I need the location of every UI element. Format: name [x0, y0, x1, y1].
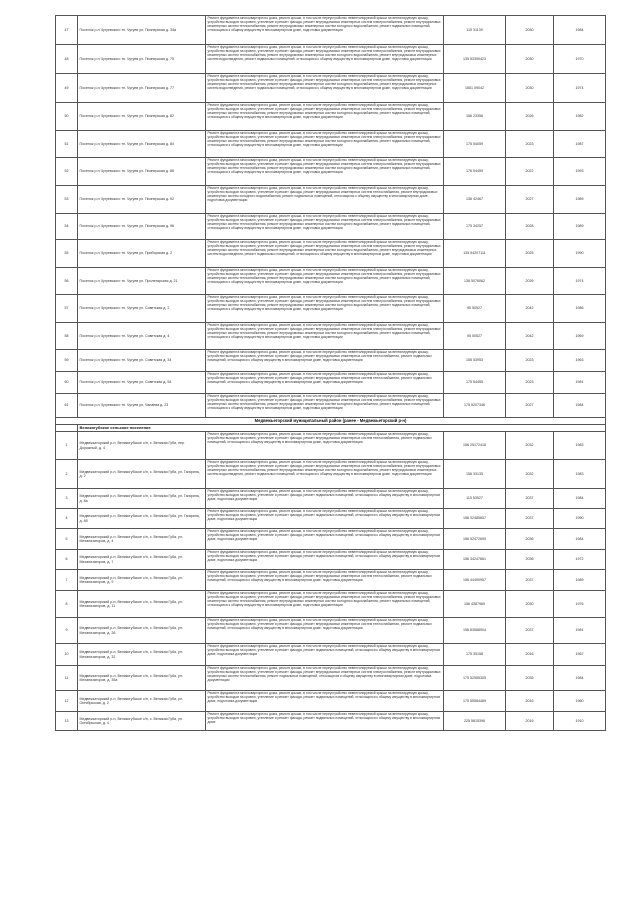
cost-cell: 175 35158	[444, 644, 506, 666]
table-row	[56, 103, 606, 131]
cost-cell: 156 33135	[444, 460, 506, 489]
settlement-num-cell	[56, 425, 78, 432]
settlement-title: Великогубское сельское поселение	[78, 425, 606, 432]
planned-year-cell: 2037	[506, 618, 554, 644]
planned-year-cell: 2027	[506, 394, 554, 418]
cost-cell: 156 32485857	[444, 509, 506, 529]
cost-cell: 175 34257	[444, 214, 506, 240]
table-row	[56, 295, 606, 323]
planned-year-cell: 2032	[506, 432, 554, 460]
works-description-cell: Ремонт фундамента многоквартирного дома, ремонт крыши, в том числе переустройство невентилируемой крыши на вентилируемую крышу, устройство выходов на кровлю, утепление и ремонт фасада, ремонт внутридомовых инженерных систем электроснабжения, ремонт внутридомовых инженерных систем теплоснабжения, ремонт внутридомовых инженерных систем холодного водоснабжения, ремонт подвальных помещений, относящихся к общему имуществу в многоквартирном доме, подготовка документации	[206, 591, 444, 618]
works-description-cell: Ремонт фундамента многоквартирного дома, ремонт крыши, в том числе переустройство невентилируемой крыши на вентилируемую крышу, устройство выходов на кровлю, утепление и ремонт фасада, ремонт подвальных помещений, относящихся к общему имуществу в многоквартирном доме	[206, 712, 444, 731]
address-cell: Поселок р-н Чугуевского тп. Чугуев ул. Пионерская д. 77	[78, 74, 206, 103]
table-row	[56, 712, 606, 731]
cost-cell: 135 54207111	[444, 240, 506, 268]
planned-year-cell: 2023	[506, 131, 554, 158]
works-description-cell: Ремонт фундамента многоквартирного дома, ремонт крыши, в том числе переустройство невентилируемой крыши на вентилируемую крышу, устройство выходов на кровлю, утепление и ремонт фасада, ремонт внутридомовых инженерных систем электроснабжения, ремонт внутридомовых инженерных систем теплоснабжения, ремонт внутридомовых инженерных систем холодного водоснабжения, ремонт подвальных помещений, относящихся к общему имуществу в многоквартирном доме, подготовка документации	[206, 214, 444, 240]
planned-year-cell: 2022	[506, 158, 554, 186]
planned-year-cell: 2036	[506, 529, 554, 550]
planned-year-cell: 2030	[506, 74, 554, 103]
address-cell: Медвежьегорский р-н, Великогубское с/п, с. Великая Губа, ул. Механизаторов, д. 11	[78, 591, 206, 618]
row-number: 60	[56, 372, 78, 394]
row-number: 58	[56, 323, 78, 350]
row-number: 3	[56, 489, 78, 509]
works-description-cell: Ремонт фундамента многоквартирного дома, ремонт крыши, в том числе переустройство невентилируемой крыши на вентилируемую крышу, устройство выходов на кровлю, утепление и ремонт фасада, ремонт внутридомовых инженерных систем теплоснабжения, ремонт подвальных помещений, относящихся к общему имуществу в многоквартирном доме, подготовка документации	[206, 372, 444, 394]
build-year-cell: 1976	[554, 591, 606, 618]
row-number: 8	[56, 591, 78, 618]
address-cell: Поселок р-н Чугуевского тп. Чугуев ул. Пролетарская д. 21	[78, 268, 206, 295]
row-number: 52	[56, 158, 78, 186]
table-row	[56, 323, 606, 350]
address-cell: Поселок р-н Чугуевского тп. Чугуев ул. Чапаева д. 23	[78, 394, 206, 418]
table-section-a	[56, 16, 606, 418]
works-description-cell: Ремонт фундамента многоквартирного дома, ремонт крыши, в том числе переустройство невентилируемой крыши на вентилируемую крышу, устройство выходов на кровлю, утепление и ремонт фасада, ремонт подвальных помещений, относящихся к общему имуществу в многоквартирном доме, подготовка документации	[206, 489, 444, 509]
planned-year-cell: 2016	[506, 691, 554, 712]
planned-year-cell: 2016	[506, 712, 554, 731]
address-cell: Медвежьегорский р-н, Великогубское с/п, с. Великая Губа, пер. Дорожный, д. 4	[78, 432, 206, 460]
table-row	[56, 240, 606, 268]
works-description-cell: Ремонт фундамента многоквартирного дома, ремонт крыши, в том числе переустройство невентилируемой крыши на вентилируемую крышу, устройство выходов на кровлю, утепление и ремонт фасада, ремонт внутридомовых инженерных систем электроснабжения, ремонт внутридомовых инженерных систем теплоснабжения, ремонт внутридомовых инженерных систем холодного водоснабжения, ремонт внутридомовых инженерных систем водоотведения, ремонт подвальных помещений, относящихся к общему имуществу в многоквартирном доме, подготовка документации	[206, 45, 444, 74]
address-cell: Поселок р-н Чугуевского тп. Чугуев ул. Пионерская д. 75	[78, 45, 206, 74]
address-cell: Медвежьегорский р-н, Великогубское с/п, с. Великая Губа, ул. Октябрьская, д. 4	[78, 712, 206, 731]
works-description-cell: Ремонт фундамента многоквартирного дома, ремонт крыши, в том числе переустройство невентилируемой крыши на вентилируемую крышу, устройство выходов на кровлю, утепление и ремонт фасада, ремонт внутридомовых инженерных систем электроснабжения, ремонт внутридомовых инженерных систем теплоснабжения, ремонт внутридомовых инженерных систем холодного водоснабжения, ремонт подвальных помещений, относящихся к общему имуществу в многоквартирном доме, подготовка документации	[206, 158, 444, 186]
works-description-cell: Ремонт фундамента многоквартирного дома, ремонт крыши, в том числе переустройство невентилируемой крыши на вентилируемую крышу, устройство выходов на кровлю, утепление и ремонт фасада, ремонт внутридомовых инженерных систем электроснабжения, ремонт внутридомовых инженерных систем теплоснабжения, ремонт внутридомовых инженерных систем холодного водоснабжения, ремонт подвальных помещений, относящихся к общему имуществу в многоквартирном доме, подготовка документации	[206, 394, 444, 418]
planned-year-cell: 2032	[506, 460, 554, 489]
planned-year-cell: 2036	[506, 550, 554, 570]
row-number: 50	[56, 103, 78, 131]
table-row	[56, 372, 606, 394]
row-number: 9	[56, 618, 78, 644]
row-number: 54	[56, 214, 78, 240]
table-row	[56, 268, 606, 295]
row-number: 13	[56, 712, 78, 731]
build-year-cell: 1974	[554, 74, 606, 103]
works-description-cell: Ремонт фундамента многоквартирного дома, ремонт крыши, в том числе переустройство невентилируемой крыши на вентилируемую крышу, устройство выходов на кровлю, утепление и ремонт фасада, ремонт внутридомовых инженерных систем теплоснабжения, ремонт подвальных помещений, относящихся к общему имуществу в многоквартирном доме, подготовка документации	[206, 350, 444, 372]
table-row	[56, 691, 606, 712]
planned-year-cell: 2030	[506, 591, 554, 618]
planned-year-cell: 2023	[506, 350, 554, 372]
works-description-cell: Ремонт фундамента многоквартирного дома, ремонт крыши, в том числе переустройство невентилируемой крыши на вентилируемую крышу, устройство выходов на кровлю, утепление и ремонт фасада, ремонт внутридомовых инженерных систем теплоснабжения, ремонт подвальных помещений, относящихся к общему имуществу в многоквартирном доме, подготовка документации	[206, 618, 444, 644]
build-year-cell: 1984	[554, 529, 606, 550]
planned-year-cell: 2027	[506, 186, 554, 214]
build-year-cell: 1983	[554, 460, 606, 489]
build-year-cell: 1986	[554, 295, 606, 323]
address-cell: Поселок р-н Чугуевского тп. Чугуев ул. Советская д. 2	[78, 295, 206, 323]
planned-year-cell: 2025	[506, 240, 554, 268]
planned-year-cell: 2026	[506, 103, 554, 131]
build-year-cell: 1967	[554, 644, 606, 666]
build-year-cell: 1990	[554, 240, 606, 268]
table-row	[56, 16, 606, 45]
address-cell: Поселок р-н Чугуевского тп. Чугуев ул. Приборская д. 2	[78, 240, 206, 268]
planned-year-cell: 2023	[506, 372, 554, 394]
settlement-header-row	[56, 425, 606, 432]
cost-cell: 175 54059	[444, 131, 506, 158]
cost-cell: 156 25172418	[444, 432, 506, 460]
cost-cell: 156 52472690	[444, 529, 506, 550]
address-cell: Медвежьегорский р-н, Великогубское с/п, с. Великая Губа, ул. Гагарина, д. 8а	[78, 489, 206, 509]
planned-year-cell: 2035	[506, 666, 554, 691]
cost-cell: 95 50527	[444, 323, 506, 350]
works-description-cell: Ремонт фундамента многоквартирного дома, ремонт крыши, в том числе переустройство невентилируемой крыши на вентилируемую крышу, устройство выходов на кровлю, утепление и ремонт фасада, ремонт подвальных помещений, относящихся к общему имуществу в многоквартирном доме, подготовка документации	[206, 509, 444, 529]
works-description-cell: Ремонт фундамента многоквартирного дома, ремонт крыши, в том числе переустройство невентилируемой крыши на вентилируемую крышу, устройство выходов на кровлю, утепление и ремонт фасада, ремонт внутридомовых инженерных систем теплоснабжения, ремонт внутридомовых инженерных систем холодного водоснабжения, ремонт подвальных помещений, относящихся к общему имуществу в многоквартирном доме, подготовка документации	[206, 186, 444, 214]
cost-cell: 135 53390423	[444, 45, 506, 74]
address-cell: Медвежьегорский р-н, Великогубское с/п, с. Великая Губа, ул. Механизаторов, д. 7	[78, 550, 206, 570]
cost-cell: 176 54459	[444, 158, 506, 186]
row-number: 7	[56, 570, 78, 591]
district-header-section	[56, 418, 606, 432]
works-description-cell: Ремонт фундамента многоквартирного дома, ремонт крыши, в том числе переустройство невентилируемой крыши на вентилируемую крышу, устройство выходов на кровлю, утепление и ремонт фасада, ремонт внутридомовых инженерных систем электроснабжения, ремонт внутридомовых инженерных систем теплоснабжения, ремонт внутридомовых инженерных систем холодного водоснабжения, ремонт внутридомовых инженерных систем водоотведения, ремонт подвальных помещений, относящихся к общему имуществу в многоквартирном доме, подготовка документации	[206, 460, 444, 489]
planned-year-cell: 2030	[506, 45, 554, 74]
build-year-cell: 1984	[554, 489, 606, 509]
address-cell: Поселок р-н Чугуевского тп. Чугуев ул. Пионерская д. 92	[78, 186, 206, 214]
address-cell: Поселок р-н Чугуевского тп. Чугуев ул. Пионерская д. 84	[78, 131, 206, 158]
planned-year-cell: 2016	[506, 644, 554, 666]
table-row	[56, 509, 606, 529]
build-year-cell: 1984	[554, 394, 606, 418]
build-year-cell: 1982	[554, 103, 606, 131]
table-row	[56, 131, 606, 158]
address-cell: Поселок р-н Чугуевского тп. Чугуев ул. Пионерская д. 34а	[78, 16, 206, 45]
build-year-cell: 1984	[554, 666, 606, 691]
build-year-cell: 1989	[554, 186, 606, 214]
build-year-cell: 1981	[554, 618, 606, 644]
planned-year-cell: 2028	[506, 214, 554, 240]
cost-cell: 156 34247661	[444, 550, 506, 570]
district-title: Медвежьегорский муниципальный район (ранее - Медвежьегорский р-н)	[56, 418, 606, 425]
cost-cell: 115 53527	[444, 489, 506, 509]
cost-cell: 175 55584489	[444, 691, 506, 712]
table-row	[56, 186, 606, 214]
works-description-cell: Ремонт фундамента многоквартирного дома, ремонт крыши, в том числе переустройство невентилируемой крыши на вентилируемую крышу, устройство выходов на кровлю, утепление и ремонт фасада, ремонт внутридомовых инженерных систем электроснабжения, ремонт внутридомовых инженерных систем теплоснабжения, ремонт внутридомовых инженерных систем холодного водоснабжения, ремонт подвальных помещений, относящихся к общему имуществу в многоквартирном доме, подготовка документации	[206, 295, 444, 323]
build-year-cell: 1969	[554, 323, 606, 350]
planned-year-cell: 2026	[506, 268, 554, 295]
works-description-cell: Ремонт фундамента многоквартирного дома, ремонт крыши, в том числе переустройство невентилируемой крыши на вентилируемую крышу, устройство выходов на кровлю, утепление и ремонт фасада, ремонт внутридомовых инженерных систем электроснабжения, ремонт внутридомовых инженерных систем теплоснабжения, ремонт внутридомовых инженерных систем холодного водоснабжения, ремонт внутридомовых инженерных систем водоотведения, ремонт подвальных помещений, относящихся к общему имуществу в многоквартирном доме, подготовка документации	[206, 74, 444, 103]
address-cell: Поселок р-н Чугуевского тп. Чугуев ул. Советская д. 4	[78, 323, 206, 350]
cost-cell: 156 23356	[444, 103, 506, 131]
row-number: 57	[56, 295, 78, 323]
table-row	[56, 666, 606, 691]
table-row	[56, 618, 606, 644]
cost-cell: 175 54455	[444, 372, 506, 394]
row-number: 10	[56, 644, 78, 666]
address-cell: Медвежьегорский р-н, Великогубское с/п, с. Великая Губа, ул. Октябрьская, д. 2	[78, 691, 206, 712]
build-year-cell: 1983	[554, 432, 606, 460]
address-cell: Медвежьегорский р-н, Великогубское с/п, с. Великая Губа, ул. Механизаторов, д. 4	[78, 529, 206, 550]
cost-cell: 95 50527	[444, 295, 506, 323]
works-description-cell: Ремонт фундамента многоквартирного дома, ремонт крыши, в том числе переустройство невентилируемой крыши на вентилируемую крышу, устройство выходов на кровлю, утепление и ремонт фасада, ремонт внутридомовых инженерных систем электроснабжения, ремонт внутридомовых инженерных систем теплоснабжения, ремонт подвальных помещений, относящихся к общему имуществу в многоквартирном доме, подготовка документации	[206, 666, 444, 691]
row-number: 48	[56, 45, 78, 74]
table-row	[56, 350, 606, 372]
address-cell: Поселок р-н Чугуевского тп. Чугуев ул. Пионерская д. 82	[78, 103, 206, 131]
cost-cell: 115 31139	[444, 16, 506, 45]
cost-cell: 156 83588904	[444, 618, 506, 644]
build-year-cell: 1974	[554, 268, 606, 295]
table-row	[56, 529, 606, 550]
works-description-cell: Ремонт фундамента многоквартирного дома, ремонт крыши, в том числе переустройство невентилируемой крыши на вентилируемую крышу, устройство выходов на кровлю, утепление и ремонт фасада, ремонт внутридомовых инженерных систем электроснабжения, ремонт внутридомовых инженерных систем теплоснабжения, ремонт внутридомовых инженерных систем холодного водоснабжения, ремонт подвальных помещений, относящихся к общему имуществу в многоквартирном доме, подготовка документации	[206, 323, 444, 350]
works-description-cell: Ремонт фундамента многоквартирного дома, ремонт крыши, в том числе переустройство невентилируемой крыши на вентилируемую крышу, устройство выходов на кровлю, утепление и ремонт фасада, ремонт внутридомовых инженерных систем теплоснабжения, ремонт подвальных помещений, относящихся к общему имуществу в многоквартирном доме, подготовка документации	[206, 570, 444, 591]
planned-year-cell: 2042	[506, 295, 554, 323]
capital-repair-table	[55, 15, 606, 731]
row-number: 49	[56, 74, 78, 103]
row-number: 61	[56, 394, 78, 418]
address-cell: Медвежьегорский р-н, Великогубское с/п, с. Великая Губа, ул. Механизаторов, д. 26	[78, 618, 206, 644]
row-number: 53	[56, 186, 78, 214]
works-description-cell: Ремонт фундамента многоквартирного дома, ремонт крыши, в том числе переустройство невентилируемой крыши на вентилируемую крышу, устройство выходов на кровлю, утепление и ремонт фасада, ремонт подвальных помещений, относящихся к общему имуществу в многоквартирном доме, подготовка документации	[206, 644, 444, 666]
build-year-cell: 1910	[554, 712, 606, 731]
address-cell: Медвежьегорский р-н, Великогубское с/п, с. Великая Губа, ул. Механизаторов, д. 32	[78, 644, 206, 666]
works-description-cell: Ремонт фундамента многоквартирного дома, ремонт крыши, в том числе переустройство невентилируемой крыши на вентилируемую крышу, устройство выходов на кровлю, утепление и ремонт фасада, ремонт подвальных помещений, относящихся к общему имуществу в многоквартирном доме, подготовка документации	[206, 691, 444, 712]
table-row	[56, 460, 606, 489]
cost-cell: 175 52555305	[444, 666, 506, 691]
row-number: 12	[56, 691, 78, 712]
works-description-cell: Ремонт фундамента многоквартирного дома, ремонт крыши, в том числе переустройство невентилируемой крыши на вентилируемую крышу, устройство выходов на кровлю, утепление и ремонт фасада, ремонт внутридомовых инженерных систем электроснабжения, ремонт внутридомовых инженерных систем теплоснабжения, ремонт внутридомовых инженерных систем холодного водоснабжения, ремонт подвальных помещений, относящихся к общему имуществу в многоквартирном доме, подготовка документации	[206, 268, 444, 295]
works-description-cell: Ремонт фундамента многоквартирного дома, ремонт крыши, в том числе переустройство невентилируемой крыши на вентилируемую крышу, устройство выходов на кровлю, утепление и ремонт фасада, ремонт подвальных помещений, относящихся к общему имуществу в многоквартирном доме, подготовка документации	[206, 529, 444, 550]
works-description-cell: Ремонт фундамента многоквартирного дома, ремонт крыши, в том числе переустройство невентилируемой крыши на вентилируемую крышу, устройство выходов на кровлю, утепление и ремонт фасада, ремонт внутридомовых инженерных систем электроснабжения, ремонт внутридомовых инженерных систем теплоснабжения, ремонт внутридомовых инженерных систем холодного водоснабжения, ремонт подвальных помещений, относящихся к общему имуществу в многоквартирном доме, подготовка документации	[206, 131, 444, 158]
table-row	[56, 644, 606, 666]
address-cell: Поселок р-н Чугуевского тп. Чугуев ул. Советская д. 54	[78, 372, 206, 394]
planned-year-cell: 2030	[506, 16, 554, 45]
table-section-b	[56, 432, 606, 731]
address-cell: Медвежьегорский р-н, Великогубское с/п, с. Великая Губа, ул. Гагарина, д. 8б	[78, 509, 206, 529]
address-cell: Медвежьегорский р-н, Великогубское с/п, с. Великая Губа, ул. Механизаторов, д. 9	[78, 570, 206, 591]
works-description-cell: Ремонт фундамента многоквартирного дома, ремонт крыши, в том числе переустройство невентилируемой крыши на вентилируемую крышу, устройство выходов на кровлю, утепление и ремонт фасада, ремонт внутридомовых инженерных систем электроснабжения, ремонт внутридомовых инженерных систем теплоснабжения, ремонт внутридомовых инженерных систем холодного водоснабжения, ремонт внутридомовых инженерных систем водоотведения, ремонт подвальных помещений, относящихся к общему имуществу в многоквартирном доме, подготовка документации	[206, 240, 444, 268]
table-row	[56, 550, 606, 570]
works-description-cell: Ремонт фундамента многоквартирного дома, ремонт крыши, в том числе переустройство невентилируемой крыши на вентилируемую крышу, устройство выходов на кровлю, утепление и ремонт фасада, ремонт подвальных помещений, относящихся к общему имуществу в многоквартирном доме, подготовка документации	[206, 550, 444, 570]
cost-cell: 175 5207346	[444, 394, 506, 418]
build-year-cell: 1990	[554, 509, 606, 529]
cost-cell: 225 5815396	[444, 712, 506, 731]
works-description-cell: Ремонт фундамента многоквартирного дома, ремонт крыши, в том числе переустройство невентилируемой крыши на вентилируемую крышу, устройство выходов на кровлю, утепление и ремонт фасада, ремонт внутридомовых инженерных систем теплоснабжения, ремонт подвальных помещений, относящихся к общему имуществу в многоквартирном доме, подготовка документации	[206, 432, 444, 460]
build-year-cell: 1972	[554, 550, 606, 570]
district-header-row	[56, 418, 606, 425]
planned-year-cell: 2042	[506, 323, 554, 350]
cost-cell: 1651 09042	[444, 74, 506, 103]
build-year-cell: 1987	[554, 131, 606, 158]
works-description-cell: Ремонт фундамента многоквартирного дома, ремонт крыши, в том числе переустройство невентилируемой крыши на вентилируемую крышу, устройство выходов на кровлю, утепление и ремонт фасада, ремонт внутридомовых инженерных систем электроснабжения, ремонт внутридомовых инженерных систем теплоснабжения, ремонт внутридомовых инженерных систем холодного водоснабжения, ремонт подвальных помещений, относящихся к общему имуществу в многоквартирном доме, подготовка документации	[206, 103, 444, 131]
planned-year-cell: 2037	[506, 570, 554, 591]
table-row	[56, 570, 606, 591]
planned-year-cell: 2037	[506, 489, 554, 509]
table-row	[56, 45, 606, 74]
table-row	[56, 74, 606, 103]
cost-cell: 156 44490957	[444, 570, 506, 591]
build-year-cell: 1984	[554, 16, 606, 45]
row-number: 51	[56, 131, 78, 158]
cost-cell: 156 4387969	[444, 591, 506, 618]
row-number: 2	[56, 460, 78, 489]
build-year-cell: 1981	[554, 372, 606, 394]
cost-cell: 136 42467	[444, 186, 506, 214]
row-number: 59	[56, 350, 78, 372]
row-number: 4	[56, 509, 78, 529]
build-year-cell: 1989	[554, 570, 606, 591]
address-cell: Поселок р-н Чугуевского тп. Чугуев ул. Советская д. 34	[78, 350, 206, 372]
row-number: 47	[56, 16, 78, 45]
table-row	[56, 432, 606, 460]
address-cell: Медвежьегорский р-н, Великогубское с/п, с. Великая Губа, ул. Гагарина, д. 2	[78, 460, 206, 489]
row-number: 6	[56, 550, 78, 570]
cost-cell: 138 5076062	[444, 268, 506, 295]
planned-year-cell: 2037	[506, 509, 554, 529]
row-number: 55	[56, 240, 78, 268]
row-number: 56	[56, 268, 78, 295]
table-row	[56, 158, 606, 186]
build-year-cell: 1963	[554, 350, 606, 372]
row-number: 11	[56, 666, 78, 691]
address-cell: Поселок р-н Чугуевского тп. Чугуев ул. Пионерская д. 86	[78, 158, 206, 186]
table-row	[56, 214, 606, 240]
build-year-cell: 1960	[554, 691, 606, 712]
address-cell: Поселок р-н Чугуевского тп. Чугуев ул. Пионерская д. 96	[78, 214, 206, 240]
table-row	[56, 591, 606, 618]
works-description-cell: Ремонт фундамента многоквартирного дома, ремонт крыши, в том числе переустройство невентилируемой крыши на вентилируемую крышу, устройство выходов на кровлю, утепление и ремонт фасада, ремонт внутридомовых инженерных систем электроснабжения, ремонт внутридомовых инженерных систем теплоснабжения, ремонт внутридомовых инженерных систем холодного водоснабжения, ремонт подвальных помещений, относящихся к общему имуществу в многоквартирном доме, подготовка документации	[206, 16, 444, 45]
build-year-cell: 1970	[554, 45, 606, 74]
build-year-cell: 1993	[554, 158, 606, 186]
cost-cell: 155 53953	[444, 350, 506, 372]
row-number: 5	[56, 529, 78, 550]
build-year-cell: 1989	[554, 214, 606, 240]
row-number: 1	[56, 432, 78, 460]
table-row	[56, 394, 606, 418]
address-cell: Медвежьегорский р-н, Великогубское с/п, с. Великая Губа, ул. Механизаторов, д. 35а	[78, 666, 206, 691]
table-row	[56, 489, 606, 509]
